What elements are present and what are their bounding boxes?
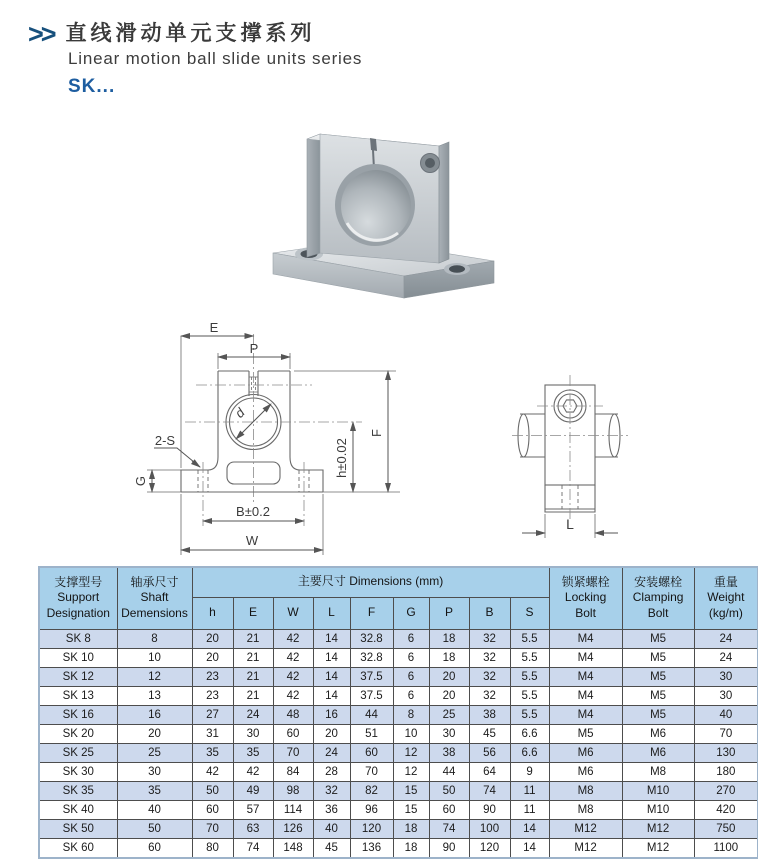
value-cell: 6.6 [510, 724, 549, 743]
value-cell: 40 [313, 819, 350, 838]
value-cell: 30 [429, 724, 469, 743]
value-cell: 270 [694, 781, 758, 800]
value-cell: 15 [393, 800, 429, 819]
set-screw-socket [425, 158, 435, 168]
value-cell: 8 [393, 705, 429, 724]
value-cell: 50 [429, 781, 469, 800]
block-right-edge [439, 142, 449, 263]
value-cell: 21 [233, 686, 273, 705]
value-cell: 12 [117, 667, 192, 686]
value-cell: 5.5 [510, 705, 549, 724]
value-cell: 60 [192, 800, 233, 819]
model-cell: SK 25 [39, 743, 117, 762]
value-cell: 80 [192, 838, 233, 858]
col-header-l: L [313, 597, 350, 629]
col-header-weight-en1: Weight [707, 590, 745, 605]
value-cell: 13 [117, 686, 192, 705]
col-header-dims-group: 主要尺寸 Dimensions (mm) [192, 567, 549, 597]
value-cell: 38 [469, 705, 510, 724]
value-cell: 14 [313, 667, 350, 686]
col-header-weight [694, 567, 758, 629]
value-cell: 23 [192, 667, 233, 686]
col-header-clamping [622, 567, 694, 629]
value-cell: 40 [117, 800, 192, 819]
table-row [39, 724, 758, 743]
value-cell: 74 [233, 838, 273, 858]
value-cell: 24 [694, 629, 758, 648]
model-cell: SK 50 [39, 819, 117, 838]
value-cell: 51 [350, 724, 393, 743]
dim-label-h: h±0.02 [334, 438, 349, 478]
value-cell: 27 [192, 705, 233, 724]
value-cell: 5.5 [510, 686, 549, 705]
value-cell: 8 [117, 629, 192, 648]
dim-label-2s: 2-S [154, 433, 176, 448]
dim-label-w: W [245, 533, 259, 548]
value-cell: 90 [429, 838, 469, 858]
value-cell: 750 [694, 819, 758, 838]
value-cell: 32.8 [350, 629, 393, 648]
value-cell: 20 [192, 648, 233, 667]
value-cell: M12 [622, 838, 694, 858]
value-cell: 148 [273, 838, 313, 858]
value-cell: 10 [117, 648, 192, 667]
dim-label-f: F [369, 429, 384, 437]
value-cell: 45 [313, 838, 350, 858]
spec-table-wrapper [38, 566, 758, 859]
value-cell: 32 [313, 781, 350, 800]
value-cell: 32 [469, 686, 510, 705]
page-title-english: Linear motion ball slide units series [68, 49, 363, 68]
value-cell: 37.5 [350, 667, 393, 686]
col-header-support [39, 567, 117, 629]
front-view [181, 371, 323, 492]
value-cell: M4 [549, 667, 622, 686]
value-cell: 42 [273, 667, 313, 686]
value-cell: 40 [694, 705, 758, 724]
value-cell: 50 [192, 781, 233, 800]
value-cell: 44 [429, 762, 469, 781]
value-cell: 114 [273, 800, 313, 819]
value-cell: 35 [233, 743, 273, 762]
base-hole-right-bore [449, 265, 465, 272]
value-cell: 98 [273, 781, 313, 800]
value-cell: 30 [117, 762, 192, 781]
col-header-shaft-en1: Shaft [140, 590, 169, 605]
col-header-shaft [117, 567, 192, 629]
model-cell: SK 12 [39, 667, 117, 686]
value-cell: 30 [233, 724, 273, 743]
value-cell: 14 [510, 819, 549, 838]
value-cell: 18 [393, 838, 429, 858]
value-cell: 32 [469, 667, 510, 686]
value-cell: 70 [273, 743, 313, 762]
dim-label-l: L [566, 516, 574, 532]
table-row [39, 838, 758, 858]
front-dimension-lines [152, 336, 388, 550]
model-cell: SK 30 [39, 762, 117, 781]
value-cell: 57 [233, 800, 273, 819]
value-cell: 9 [510, 762, 549, 781]
value-cell: 11 [510, 781, 549, 800]
value-cell: 70 [350, 762, 393, 781]
table-row [39, 667, 758, 686]
table-row [39, 743, 758, 762]
table-row [39, 705, 758, 724]
value-cell: 60 [117, 838, 192, 858]
value-cell: 24 [233, 705, 273, 724]
value-cell: 120 [350, 819, 393, 838]
value-cell: 23 [192, 686, 233, 705]
table-row [39, 648, 758, 667]
col-header-b: B [469, 597, 510, 629]
value-cell: M5 [622, 648, 694, 667]
dim-label-e: E [209, 320, 219, 335]
col-header-clamping-en2: Bolt [647, 606, 669, 621]
value-cell: M10 [622, 800, 694, 819]
table-row [39, 762, 758, 781]
value-cell: 42 [273, 686, 313, 705]
dim-label-g: G [133, 475, 148, 487]
value-cell: M4 [549, 705, 622, 724]
col-header-s: S [510, 597, 549, 629]
value-cell: M8 [622, 762, 694, 781]
value-cell: 32 [469, 648, 510, 667]
value-cell: 5.5 [510, 629, 549, 648]
value-cell: 21 [233, 667, 273, 686]
model-cell: SK 60 [39, 838, 117, 858]
value-cell: 12 [393, 762, 429, 781]
block-left-face [307, 134, 320, 257]
value-cell: 82 [350, 781, 393, 800]
value-cell: 120 [469, 838, 510, 858]
side-centerlines [512, 375, 628, 519]
value-cell: 30 [694, 667, 758, 686]
value-cell: 14 [510, 838, 549, 858]
value-cell: M6 [549, 762, 622, 781]
technical-drawing [0, 312, 758, 568]
col-header-weight-zh: 重量 [713, 574, 738, 589]
col-header-weight-en2: (kg/m) [708, 606, 743, 621]
value-cell: 24 [694, 648, 758, 667]
value-cell: 44 [350, 705, 393, 724]
value-cell: 1100 [694, 838, 758, 858]
col-header-g: G [393, 597, 429, 629]
value-cell: 14 [313, 686, 350, 705]
value-cell: 42 [192, 762, 233, 781]
value-cell: M12 [549, 838, 622, 858]
model-cell: SK 35 [39, 781, 117, 800]
model-cell: SK 10 [39, 648, 117, 667]
value-cell: 60 [429, 800, 469, 819]
value-cell: M4 [549, 629, 622, 648]
value-cell: 21 [233, 648, 273, 667]
col-header-support-en1: Support [57, 590, 100, 605]
value-cell: 32 [469, 629, 510, 648]
value-cell: 84 [273, 762, 313, 781]
value-cell: 25 [117, 743, 192, 762]
value-cell: 130 [694, 743, 758, 762]
col-header-e: E [233, 597, 273, 629]
product-photo [263, 103, 508, 305]
col-header-support-zh: 支撑型号 [54, 574, 103, 589]
col-header-locking-zh: 锁紧螺栓 [561, 574, 610, 589]
model-cell: SK 20 [39, 724, 117, 743]
value-cell: 18 [429, 648, 469, 667]
value-cell: 20 [192, 629, 233, 648]
value-cell: 56 [469, 743, 510, 762]
value-cell: 90 [469, 800, 510, 819]
value-cell: 16 [313, 705, 350, 724]
table-row [39, 629, 758, 648]
value-cell: 15 [393, 781, 429, 800]
clamp-slit [370, 138, 377, 151]
value-cell: 70 [192, 819, 233, 838]
value-cell: 74 [469, 781, 510, 800]
value-cell: 24 [313, 743, 350, 762]
value-cell: 20 [429, 667, 469, 686]
value-cell: M5 [622, 667, 694, 686]
side-view [518, 385, 620, 512]
value-cell: 70 [694, 724, 758, 743]
value-cell: 31 [192, 724, 233, 743]
value-cell: 35 [117, 781, 192, 800]
col-header-f: F [350, 597, 393, 629]
col-header-clamping-zh: 安装螺栓 [634, 574, 683, 589]
table-row [39, 800, 758, 819]
value-cell: M8 [549, 800, 622, 819]
value-cell: 136 [350, 838, 393, 858]
value-cell: 42 [273, 648, 313, 667]
value-cell: 32.8 [350, 648, 393, 667]
col-header-w: W [273, 597, 313, 629]
value-cell: 20 [429, 686, 469, 705]
value-cell: 6 [393, 686, 429, 705]
spec-table-body [39, 629, 758, 858]
value-cell: 5.5 [510, 648, 549, 667]
col-header-p: P [429, 597, 469, 629]
value-cell: 20 [313, 724, 350, 743]
value-cell: 30 [694, 686, 758, 705]
value-cell: 49 [233, 781, 273, 800]
value-cell: 10 [393, 724, 429, 743]
dim-label-p: P [249, 341, 259, 356]
col-header-shaft-zh: 轴承尺寸 [130, 574, 179, 589]
value-cell: M12 [622, 819, 694, 838]
col-header-clamping-en1: Clamping [632, 590, 684, 605]
value-cell: 60 [350, 743, 393, 762]
value-cell: 64 [469, 762, 510, 781]
value-cell: 42 [273, 629, 313, 648]
value-cell: 14 [313, 648, 350, 667]
value-cell: 36 [313, 800, 350, 819]
value-cell: 420 [694, 800, 758, 819]
value-cell: 45 [469, 724, 510, 743]
col-header-support-en2: Designation [46, 606, 110, 621]
value-cell: 20 [117, 724, 192, 743]
value-cell: 100 [469, 819, 510, 838]
value-cell: M6 [549, 743, 622, 762]
value-cell: 21 [233, 629, 273, 648]
value-cell: 25 [429, 705, 469, 724]
page-title-chinese: 直线滑动单元支撑系列 [65, 22, 316, 45]
value-cell: M6 [622, 724, 694, 743]
value-cell: 6.6 [510, 743, 549, 762]
value-cell: 12 [393, 743, 429, 762]
col-header-locking [549, 567, 622, 629]
model-cell: SK 8 [39, 629, 117, 648]
table-row [39, 686, 758, 705]
value-cell: M5 [622, 686, 694, 705]
front-centerlines [185, 334, 362, 526]
spec-table [38, 566, 758, 859]
value-cell: M5 [549, 724, 622, 743]
value-cell: 5.5 [510, 667, 549, 686]
col-header-locking-en2: Bolt [575, 606, 596, 621]
value-cell: 96 [350, 800, 393, 819]
col-header-h: h [192, 597, 233, 629]
value-cell: 38 [429, 743, 469, 762]
value-cell: 60 [273, 724, 313, 743]
model-cell: SK 16 [39, 705, 117, 724]
value-cell: 6 [393, 648, 429, 667]
value-cell: 42 [233, 762, 273, 781]
value-cell: 28 [313, 762, 350, 781]
value-cell: 6 [393, 667, 429, 686]
value-cell: 50 [117, 819, 192, 838]
value-cell: M5 [622, 629, 694, 648]
model-cell: SK 40 [39, 800, 117, 819]
value-cell: 11 [510, 800, 549, 819]
col-header-shaft-en2: Demensions [121, 606, 188, 621]
value-cell: 63 [233, 819, 273, 838]
double-chevron-icon: >> [28, 19, 54, 49]
value-cell: 74 [429, 819, 469, 838]
table-row [39, 781, 758, 800]
page-header [28, 20, 362, 98]
table-row [39, 819, 758, 838]
value-cell: M5 [622, 705, 694, 724]
value-cell: M12 [549, 819, 622, 838]
dim-label-d: d [231, 404, 248, 421]
value-cell: M10 [622, 781, 694, 800]
dim-label-b: B±0.2 [236, 504, 270, 519]
value-cell: 48 [273, 705, 313, 724]
col-header-locking-en1: Locking [564, 590, 607, 605]
value-cell: 18 [393, 819, 429, 838]
value-cell: M8 [549, 781, 622, 800]
value-cell: 180 [694, 762, 758, 781]
model-cell: SK 13 [39, 686, 117, 705]
value-cell: 6 [393, 629, 429, 648]
series-code: SK... [68, 76, 116, 97]
value-cell: M6 [622, 743, 694, 762]
value-cell: 37.5 [350, 686, 393, 705]
value-cell: M4 [549, 686, 622, 705]
value-cell: M4 [549, 648, 622, 667]
value-cell: 18 [429, 629, 469, 648]
value-cell: 14 [313, 629, 350, 648]
front-extensions [147, 336, 400, 555]
value-cell: 35 [192, 743, 233, 762]
value-cell: 16 [117, 705, 192, 724]
value-cell: 126 [273, 819, 313, 838]
